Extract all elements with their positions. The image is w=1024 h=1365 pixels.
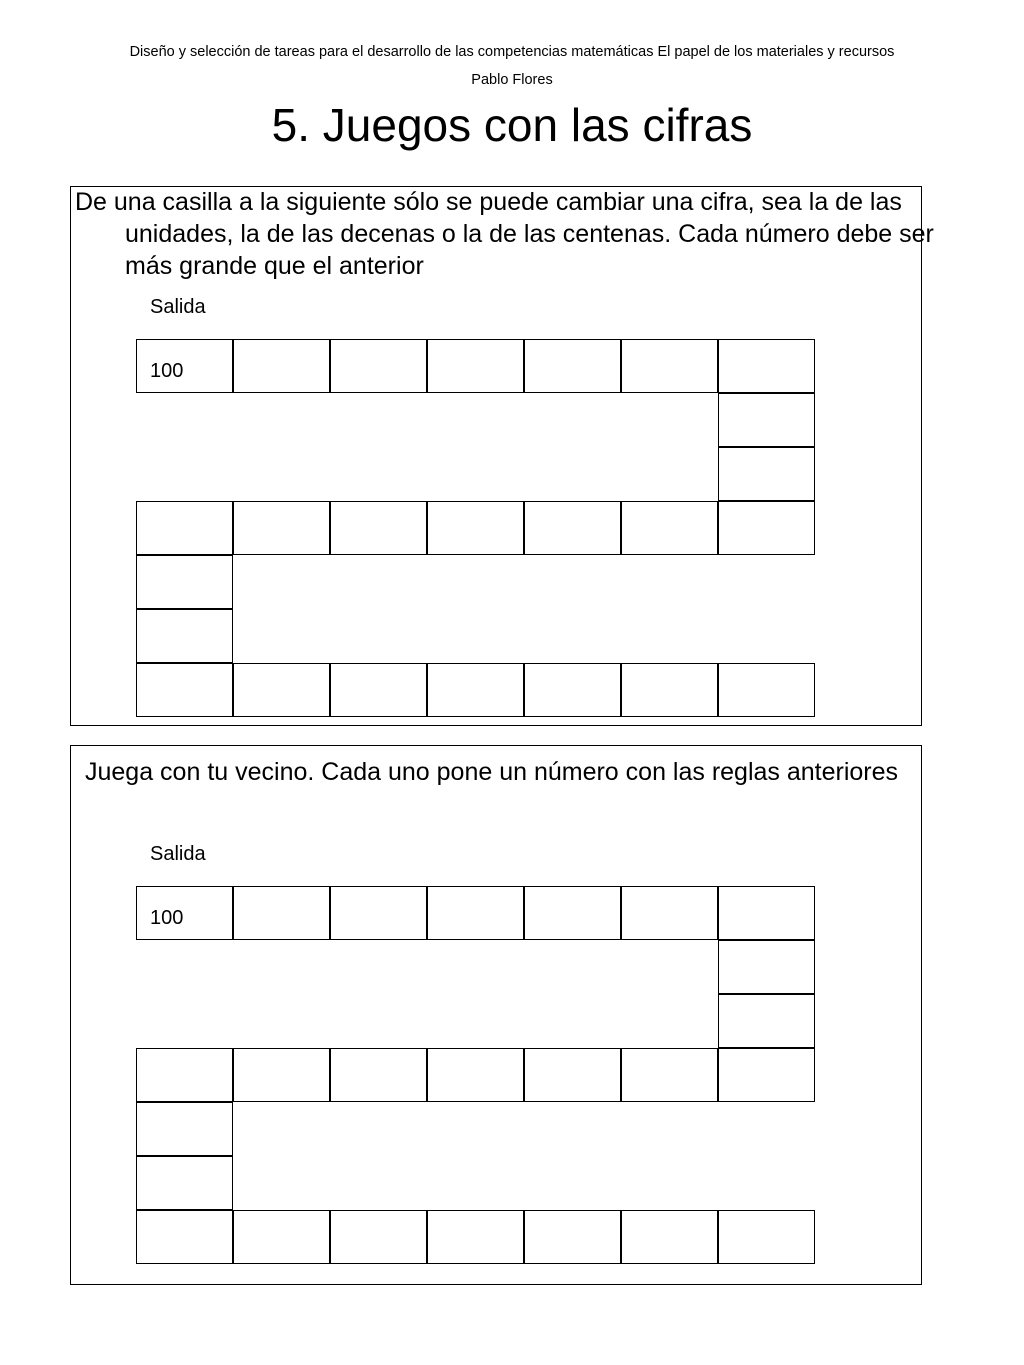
exercise-1-instruction: De una casilla a la siguiente sólo se puede cambiar una cifra, sea la de las unidades, la de las decenas o la de las centenas. Cada número debe ser más grande que el anterior	[75, 188, 934, 280]
exercise-1-path-board	[136, 339, 814, 717]
path-cell[interactable]	[427, 501, 524, 555]
path-cell[interactable]	[233, 339, 330, 393]
path-cell[interactable]	[136, 555, 233, 609]
path-cell[interactable]	[427, 1048, 524, 1102]
course-header: Diseño y selección de tareas para el desarrollo de las competencias matemáticas El papel de los materiales y recursos	[129, 44, 895, 60]
path-cell[interactable]	[136, 609, 233, 663]
page-title: 5. Juegos con las cifras	[271, 99, 753, 151]
path-cell[interactable]	[718, 940, 815, 994]
path-cell[interactable]	[621, 886, 718, 940]
path-cell[interactable]	[330, 1210, 427, 1264]
start-cell[interactable]	[136, 339, 233, 393]
path-cell[interactable]	[136, 1210, 233, 1264]
path-cell[interactable]	[136, 663, 233, 717]
path-cell[interactable]	[718, 501, 815, 555]
path-cell[interactable]	[621, 1210, 718, 1264]
path-cell[interactable]	[136, 1048, 233, 1102]
path-cell[interactable]	[136, 501, 233, 555]
path-cell[interactable]	[524, 663, 621, 717]
path-cell[interactable]	[621, 501, 718, 555]
path-cell[interactable]	[233, 886, 330, 940]
path-cell[interactable]	[330, 339, 427, 393]
path-cell[interactable]	[233, 1210, 330, 1264]
path-cell[interactable]	[718, 1210, 815, 1264]
exercise-1-start-label: Salida	[150, 296, 206, 318]
start-value: 100	[150, 360, 184, 382]
path-cell[interactable]	[718, 1048, 815, 1102]
path-cell[interactable]	[524, 501, 621, 555]
start-cell[interactable]	[136, 886, 233, 940]
path-cell[interactable]	[524, 1210, 621, 1264]
author-name: Pablo Flores	[471, 72, 553, 88]
path-cell[interactable]	[427, 663, 524, 717]
path-cell[interactable]	[524, 339, 621, 393]
path-cell[interactable]	[427, 886, 524, 940]
path-cell[interactable]	[233, 501, 330, 555]
path-cell[interactable]	[427, 1210, 524, 1264]
path-cell[interactable]	[621, 663, 718, 717]
path-cell[interactable]	[330, 501, 427, 555]
exercise-2-start-label: Salida	[150, 843, 206, 865]
path-cell[interactable]	[136, 1102, 233, 1156]
path-cell[interactable]	[718, 339, 815, 393]
path-cell[interactable]	[427, 339, 524, 393]
path-cell[interactable]	[524, 1048, 621, 1102]
path-cell[interactable]	[718, 393, 815, 447]
path-cell[interactable]	[718, 886, 815, 940]
exercise-panel-1	[70, 186, 934, 726]
path-cell[interactable]	[718, 994, 815, 1048]
path-cell[interactable]	[330, 1048, 427, 1102]
exercise-2-path-board	[136, 886, 814, 1264]
path-cell[interactable]	[524, 886, 621, 940]
path-cell[interactable]	[233, 663, 330, 717]
path-cell[interactable]	[718, 663, 815, 717]
exercise-panel-2	[70, 745, 922, 1285]
path-cell[interactable]	[136, 1156, 233, 1210]
exercise-2-instruction: Juega con tu vecino. Cada uno pone un número con las reglas anteriores	[85, 758, 899, 786]
path-cell[interactable]	[233, 1048, 330, 1102]
path-cell[interactable]	[330, 663, 427, 717]
path-cell[interactable]	[718, 447, 815, 501]
path-cell[interactable]	[621, 339, 718, 393]
start-value: 100	[150, 907, 184, 929]
path-cell[interactable]	[621, 1048, 718, 1102]
path-cell[interactable]	[330, 886, 427, 940]
